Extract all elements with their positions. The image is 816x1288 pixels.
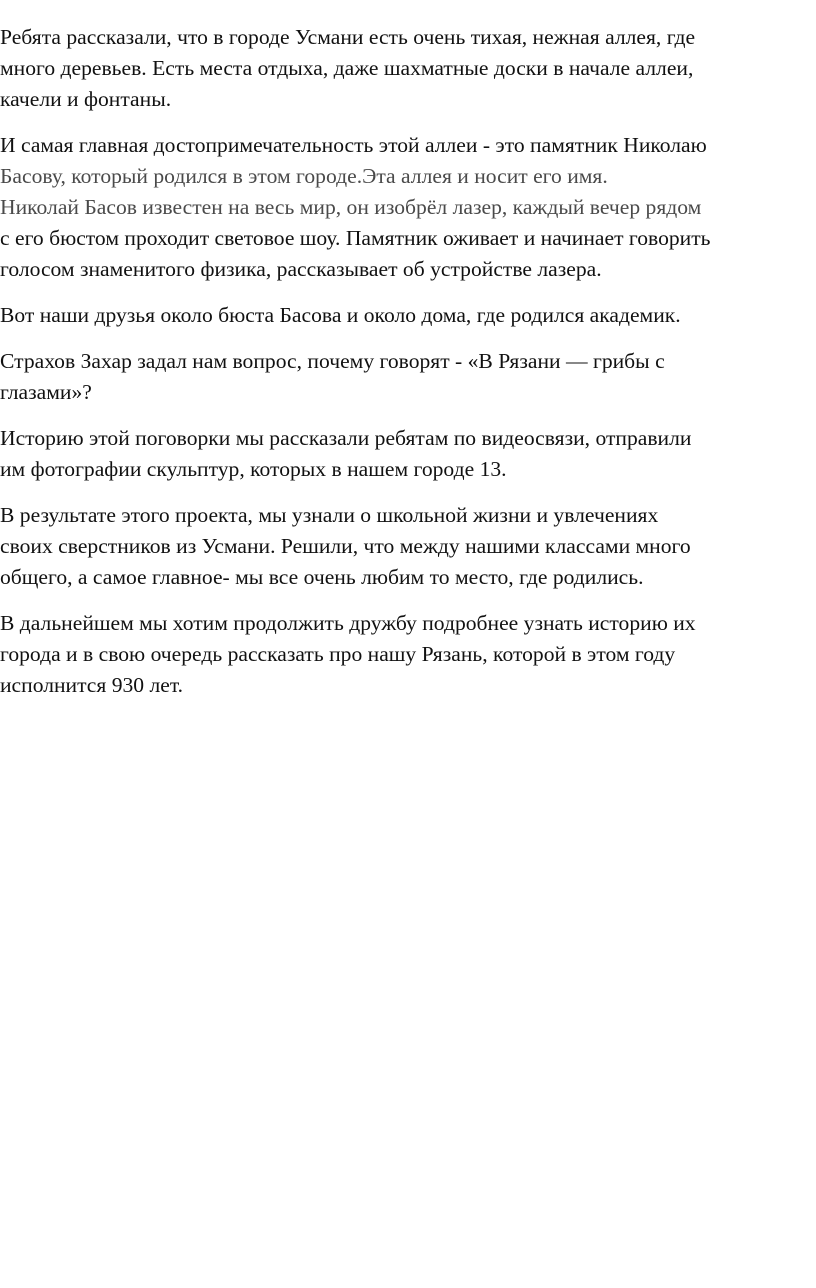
text-line: Страхов Захар задал нам вопрос, почему говорят - «В Рязани — грибы с [0,349,665,373]
text-line: общего, а самое главное- мы все очень любим то место, где родились. [0,565,644,589]
paragraph-saying-story [0,423,812,485]
text-line: исполнится 930 лет. [0,673,184,697]
text-line: с его бюстом проходит световое шоу. Памятник оживает и начинает говорить [0,226,711,250]
text-line: Историю этой поговорки мы рассказали ребятам по видеосвязи, отправили [0,426,692,450]
paragraph-friends [0,300,812,331]
text-line: Вот наши друзья около бюста Басова и около дома, где родился академик. [0,303,681,327]
text-line: В дальнейшем мы хотим продолжить дружбу подробнее узнать историю их [0,611,696,635]
text-line: города и в свою очередь рассказать про нашу Рязань, которой в этом году [0,642,676,666]
text-line: Ребята рассказали, что в городе Усмани есть очень тихая, нежная аллея, где [0,25,696,49]
text-line: много деревьев. Есть места отдыха, даже шахматные доски в начале аллеи, [0,56,694,80]
paragraph-basov-monument [0,130,812,285]
text-line: голосом знаменитого физика, рассказывает об устройстве лазера. [0,257,602,281]
text-line: глазами»? [0,380,92,404]
text-line: И самая главная достопримечательность этой аллеи - это памятник Николаю [0,133,707,157]
text-line: им фотографии скульптур, которых в нашем городе 13. [0,457,507,481]
text-line: своих сверстников из Усмани. Решили, что между нашими классами много [0,534,691,558]
paragraph-future [0,608,812,701]
paragraph-alley [0,22,812,115]
text-line: В результате этого проекта, мы узнали о школьной жизни и увлечениях [0,503,659,527]
text-line: качели и фонтаны. [0,87,172,111]
paragraph-question [0,346,812,408]
paragraph-result [0,500,812,593]
text-line: Николай Басов известен на весь мир, он изобрёл лазер, каждый вечер рядом [0,195,702,219]
text-line: Басову, который родился в этом городе.Эта аллея и носит его имя. [0,164,608,188]
